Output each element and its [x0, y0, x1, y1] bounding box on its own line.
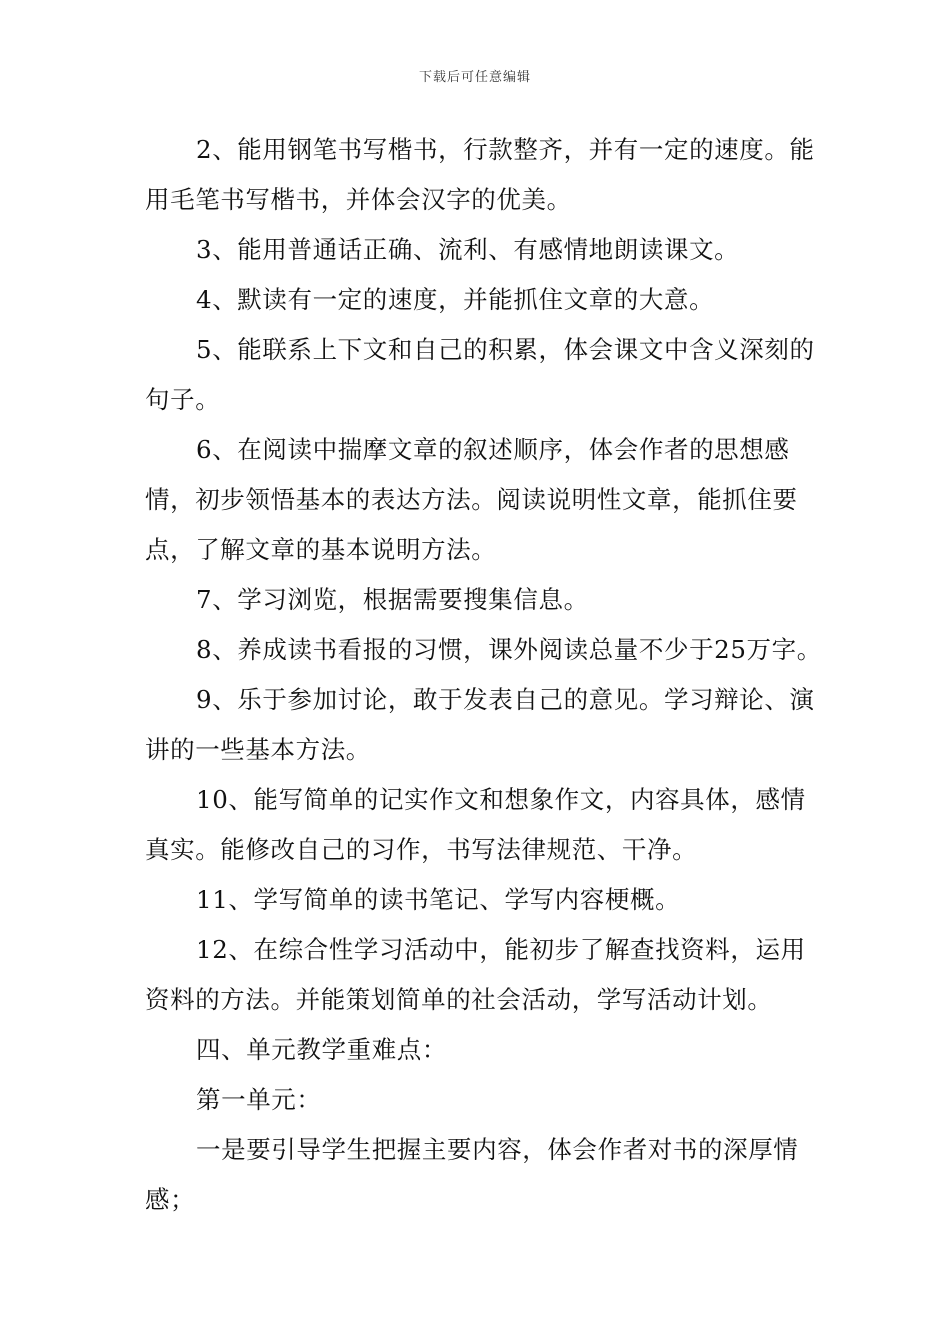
paragraph: 6、在阅读中揣摩文章的叙述顺序，体会作者的思想感情，初步领悟基本的表达方法。阅读说明性文章，能抓住要点，了解文章的基本说明方法。 [145, 435, 798, 564]
paragraph: 8、养成读书看报的习惯，课外阅读总量不少于25万字。 [196, 635, 822, 664]
paragraph: 7、学习浏览，根据需要搜集信息。 [196, 585, 589, 614]
document-body [145, 125, 825, 1225]
paragraph: 10、能写简单的记实作文和想象作文，内容具体，感情真实。能修改自己的习作，书写法律规范、干净。 [145, 785, 806, 864]
paragraph: 12、在综合性学习活动中，能初步了解查找资料，运用资料的方法。并能策划简单的社会活动，学写活动计划。 [145, 935, 806, 1014]
paragraph: 11、学写简单的读书笔记、学写内容梗概。 [196, 885, 681, 914]
subsection-heading: 第一单元： [196, 1085, 322, 1114]
paragraph: 5、能联系上下文和自己的积累，体会课文中含义深刻的句子。 [145, 335, 815, 414]
paragraph: 一是要引导学生把握主要内容，体会作者对书的深厚情感； [145, 1135, 799, 1214]
paragraph: 2、能用钢笔书写楷书，行款整齐，并有一定的速度。能用毛笔书写楷书，并体会汉字的优美。 [145, 135, 815, 214]
paragraph: 4、默读有一定的速度，并能抓住文章的大意。 [196, 285, 715, 314]
header-note: 下载后可任意编辑 [418, 70, 531, 85]
section-heading: 四、单元教学重难点： [196, 1035, 447, 1064]
paragraph: 3、能用普通话正确、流利、有感情地朗读课文。 [196, 235, 740, 264]
paragraph: 9、乐于参加讨论，敢于发表自己的意见。学习辩论、演讲的一些基本方法。 [145, 685, 815, 764]
